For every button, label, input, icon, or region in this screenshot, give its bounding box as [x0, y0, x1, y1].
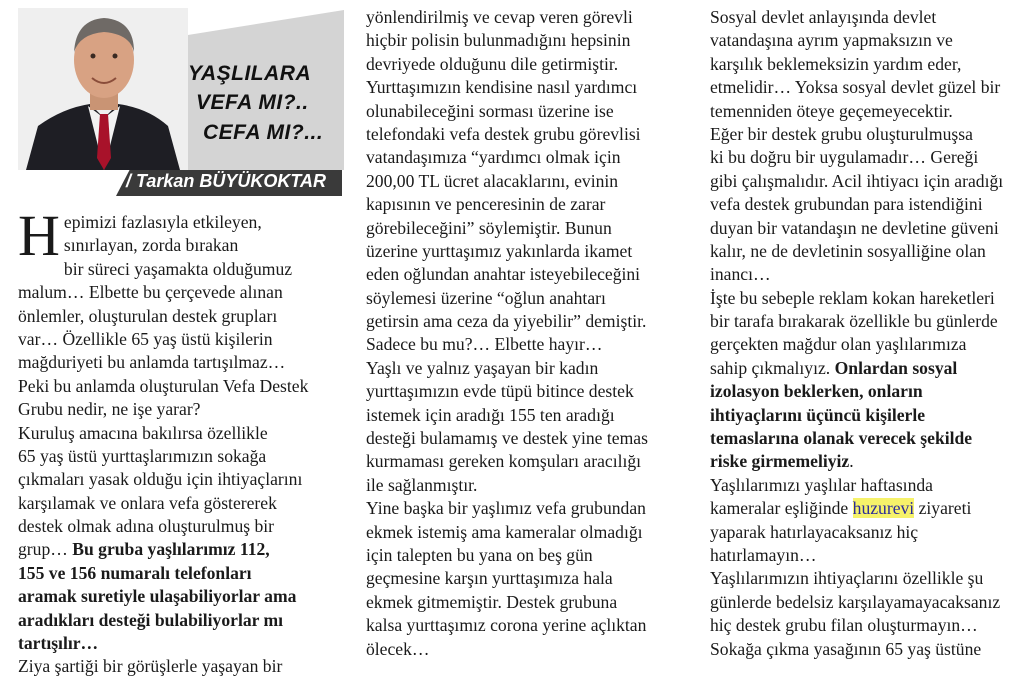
text-line: yönlendirilmiş ve cevap veren görevli: [366, 7, 633, 27]
text-run: grup…: [18, 539, 73, 560]
text-line: epimizi fazlasıyla etkileyen,: [63, 212, 262, 232]
drop-cap: H: [18, 211, 60, 268]
text-line: görebileceğini” söylemiştir. Bunun: [366, 217, 612, 238]
text-line: inancı…: [710, 264, 771, 285]
headline-line-1: YAŞLILARA: [188, 62, 312, 85]
text-line: olunabileceğini sorması üzerine ise: [366, 100, 614, 121]
text-line: [710, 450, 1024, 473]
article-column-1: [18, 211, 348, 679]
text-line: destek olmak adına oluşturulmuş bir: [18, 516, 275, 537]
text-line: vefa destek grubundan para istendiğini: [710, 194, 983, 215]
text-run: ziyareti: [914, 498, 972, 519]
text-line: getirsin ama ceza da yiyebilir” demiştir.: [366, 311, 647, 332]
text-line: Eğer bir destek grubu oluşturulmuşsa: [710, 123, 973, 144]
text-line: yurttaşımızın evde tüpü bitince destek: [366, 381, 634, 402]
text-line: hiç destek grubu filan oluşturmayın…: [710, 615, 978, 636]
text-line: telefondaki vefa destek grubu görevlisi: [366, 123, 641, 144]
text-line: gibi çalışmalıdır. Acil ihtiyacı için aradığı: [710, 170, 1004, 191]
text-line: Peki bu anlamda oluşturulan Vefa Destek: [18, 375, 309, 396]
headline-line-3: CEFA MI?...: [203, 121, 324, 144]
bold-text-line: izolasyon beklerken, onların: [710, 381, 923, 402]
text-line: sınırlayan, zorda bırakan: [63, 235, 239, 256]
text-line: üzerine yurttaşımız yakınlarda ikamet: [366, 240, 633, 261]
text-line: kalır, ne de devletinin sosyalliğine olan: [710, 240, 986, 261]
text-line: Sadece bu mu?… Elbette hayır…: [366, 334, 603, 355]
highlighted-keyword: huzurevi: [852, 498, 915, 519]
text-line: vatandaşına ayrım yapmaksızın ve: [710, 30, 953, 51]
text-line: 200,00 TL ücret alacaklarını, evinin: [366, 170, 619, 191]
text-line: [710, 357, 1024, 380]
headline-line-2: VEFA MI?..: [196, 91, 309, 114]
text-line: ekmek gitmemiştir. Destek grubuna: [366, 591, 618, 612]
text-line: var… Özellikle 65 yaş üstü kişilerin: [18, 328, 273, 349]
text-line: karşılık beklemeksizin yardım eder,: [710, 53, 962, 74]
text-line: Sosyal devlet anlayışında devlet: [710, 7, 937, 27]
text-line: Yurttaşımızın kendisine nasıl yardımcı: [366, 77, 638, 98]
bold-text-line: aramak suretiyle ulaşabiliyorlar ama: [18, 586, 297, 607]
text-line: bir süreci yaşamakta olduğumuz: [63, 258, 293, 279]
text-line: Grubu nedir, ne işe yarar?: [18, 399, 201, 420]
text-line: hatırlamayın…: [710, 544, 817, 565]
text-line: kurmaması gereken komşuları aracılığı: [366, 451, 642, 472]
text-run: sahip çıkmalıyız.: [710, 357, 835, 378]
text-line: istemek için aradığı 155 ten aradığı: [366, 404, 615, 425]
bold-text-line: tartışılır…: [18, 633, 99, 654]
text-line: ile sağlanmıştır.: [366, 474, 478, 495]
text-line: desteği bulamamış ve destek yine temas: [366, 428, 648, 449]
text-line: hiçbir polisin bulunmadığını hepsinin: [366, 30, 631, 51]
text-line: duyan bir vatandaşın ne devletine güveni: [710, 217, 999, 238]
bold-text-run: riske girmemeliyiz: [710, 451, 850, 472]
text-line: ki bu doğru bir uygulamadır… Gereği: [710, 147, 979, 168]
bold-text-line: temaslarına olanak verecek şekilde: [710, 428, 973, 449]
text-line: kapısının ve penceresinin de zarar: [366, 194, 606, 215]
text-line: malum… Elbette bu çerçevede alınan: [18, 282, 283, 303]
text-line: karşılamak ve onlara vefa göstererek: [18, 492, 277, 513]
bold-text-line: ihtiyaçlarını üçüncü kişilerle: [710, 404, 926, 425]
text-line: etmelidir… Yoksa sosyal devlet güzel bir: [710, 77, 1001, 98]
bold-text-line: 155 ve 156 numaralı telefonları: [18, 562, 252, 583]
text-line: eden oğlundan anahtar isteyebileceğini: [366, 264, 641, 285]
text-line: ekmek istemiş ama kameralar olmadığı: [366, 521, 643, 542]
text-line: [18, 538, 348, 561]
text-line: için talepten bu yana on beş gün: [366, 544, 593, 565]
text-line: Yine başka bir yaşlımız vefa grubundan: [366, 498, 646, 519]
author-photo: [18, 8, 188, 170]
text-line: devriyede olduğunu dile getirmiştir.: [366, 53, 619, 74]
text-run: kameralar eşliğinde: [710, 498, 853, 519]
article-column-3: [710, 6, 1024, 661]
article-header: [0, 0, 346, 200]
author-portrait: [18, 8, 188, 170]
text-line: mağduriyeti bu anlamda tartışılmaz…: [18, 352, 286, 373]
article-column-2: [366, 6, 701, 661]
bold-text-run: Bu gruba yaşlılarımız 112,: [72, 539, 270, 560]
text-line: çıkmaları yasak olduğu için ihtiyaçlarını: [18, 469, 303, 490]
text-line: Yaşlılarımızı yaşlılar haftasında: [710, 474, 933, 495]
text-line: Kuruluş amacına bakılırsa özellikle: [18, 422, 268, 443]
bold-text-line: aradıkları desteği bulabiliyorlar mı: [18, 609, 284, 630]
author-byline: / Tarkan BÜYÜKOKTAR: [126, 171, 327, 191]
text-line: geçmesine karşın yurttaşımıza hala: [366, 568, 613, 589]
text-line: önlemler, oluşturulan destek grupları: [18, 305, 278, 326]
text-line: kalsa yurttaşımız corona yerine açlıktan: [366, 615, 647, 636]
text-line: Ziya şartiği bir görüşlerle yaşayan bir: [18, 656, 283, 677]
text-line: Yaşlı ve yalnız yaşayan bir kadın: [366, 357, 599, 378]
text-line: 65 yaş üstü yurttaşlarımızın sokağa: [18, 445, 267, 466]
text-line: [710, 497, 1024, 520]
text-line: bir tarafa bırakarak özellikle bu günlerde: [710, 311, 998, 332]
bold-text-run: Onlardan sosyal: [834, 357, 958, 378]
text-line: ölecek…: [366, 638, 430, 659]
text-line: Yaşlılarımızın ihtiyaçlarını özellikle şu: [710, 568, 984, 589]
text-line: yaparak hatırlayacaksanız hiç: [710, 521, 919, 542]
text-line: İşte bu sebeple reklam kokan hareketleri: [710, 287, 995, 308]
text-run: .: [849, 451, 854, 472]
text-line: günlerde bedelsiz karşılayamayacaksanız: [710, 591, 1001, 612]
text-line: söylemesi üzerine “oğlun anahtarı: [366, 287, 606, 308]
text-line: temenniden öteye geçemeyecektir.: [710, 100, 953, 121]
text-line: vatandaşımıza “yardımcı olmak için: [366, 147, 621, 168]
text-line: Sokağa çıkma yasağının 65 yaş üstüne: [710, 638, 982, 659]
text-line: gerçekten mağdur olan yaşlılarımıza: [710, 334, 967, 355]
